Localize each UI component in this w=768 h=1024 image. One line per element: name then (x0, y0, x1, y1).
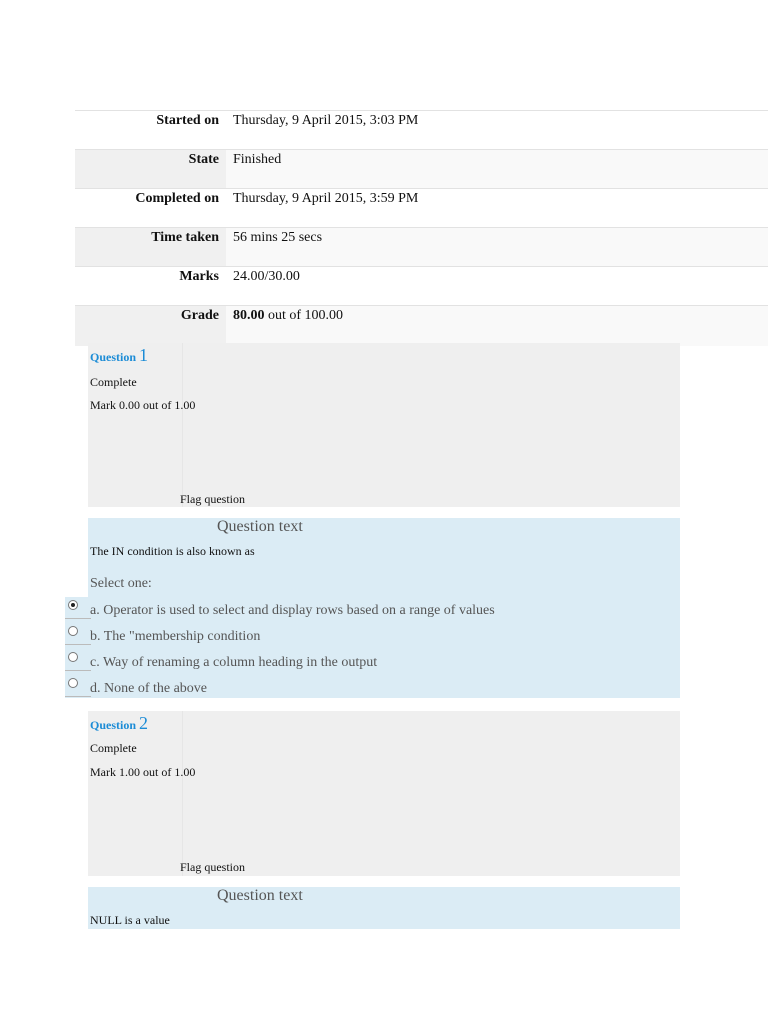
summary-row-grade (75, 305, 768, 346)
flag-question-link[interactable]: Flag question (180, 860, 245, 874)
summary-label: Started on (156, 113, 219, 128)
question-1-mark: Mark 0.00 out of 1.00 (90, 398, 196, 412)
summary-label: Completed on (135, 191, 219, 206)
grade-out-of: out of 100.00 (264, 308, 344, 323)
summary-value (233, 308, 343, 324)
answer-option-b[interactable] (65, 623, 680, 649)
question-1-number: Question 1 (90, 345, 149, 365)
question-1-content (88, 518, 680, 598)
summary-value: Finished (233, 152, 282, 167)
answer-options (65, 597, 680, 698)
question-text-heading: Question text (217, 887, 303, 904)
summary-row-state (75, 149, 768, 188)
attempt-summary-table (75, 110, 768, 346)
summary-row-time-taken (75, 227, 768, 266)
answer-option-c[interactable] (65, 649, 680, 675)
summary-row-completed-on (75, 188, 768, 227)
question-2-text: NULL is a value (90, 913, 170, 927)
question-2-number: Question 2 (90, 713, 149, 733)
summary-row-marks (75, 266, 768, 305)
question-2-state: Complete (90, 741, 137, 755)
answer-label: d. None of the above (90, 681, 208, 696)
grade-value: 80.00 (233, 308, 265, 323)
answer-option-d[interactable] (65, 675, 680, 701)
summary-label: State (188, 152, 219, 167)
summary-label: Time taken (151, 230, 219, 245)
radio-icon[interactable] (68, 678, 78, 688)
question-1-info (88, 343, 680, 507)
summary-label: Marks (179, 269, 219, 284)
answer-label: a. Operator is used to select and display rows based on a range of values (90, 603, 495, 618)
flag-question-link[interactable]: Flag question (180, 492, 245, 506)
summary-row-started-on (75, 110, 768, 149)
question-1-state: Complete (90, 375, 137, 389)
summary-value: 56 mins 25 secs (233, 230, 323, 245)
radio-icon[interactable] (68, 652, 78, 662)
summary-value: Thursday, 9 April 2015, 3:03 PM (233, 113, 419, 128)
question-2-content (88, 887, 680, 929)
answer-option-a[interactable] (65, 597, 680, 623)
select-one-label: Select one: (90, 576, 152, 591)
question-1-text: The IN condition is also known as (90, 544, 255, 558)
answer-label: c. Way of renaming a column heading in the output (90, 655, 378, 670)
question-2-info (88, 711, 680, 876)
summary-value: Thursday, 9 April 2015, 3:59 PM (233, 191, 419, 206)
radio-selected-icon[interactable] (68, 600, 78, 610)
question-text-heading: Question text (217, 518, 303, 535)
summary-label: Grade (180, 308, 219, 323)
question-2-mark: Mark 1.00 out of 1.00 (90, 765, 196, 779)
radio-icon[interactable] (68, 626, 78, 636)
summary-value: 24.00/30.00 (233, 269, 300, 284)
answer-label: b. The "membership condition (90, 629, 261, 644)
